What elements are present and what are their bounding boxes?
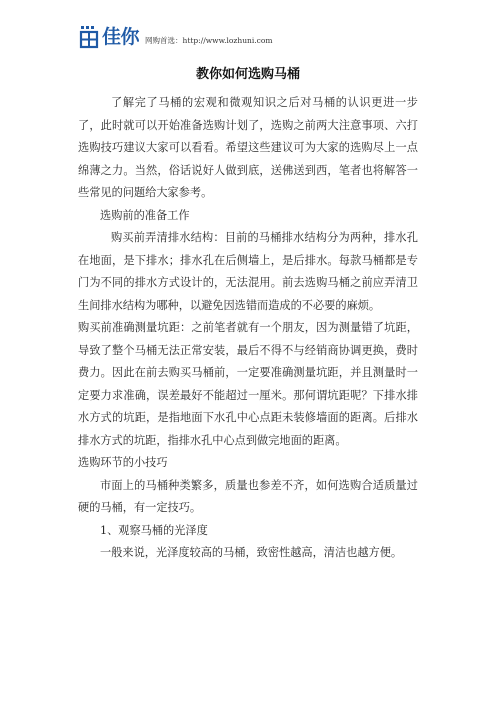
site-url-line: 网购首选：http://www.lozhuni.com [145,36,273,45]
document-body [78,66,418,565]
logo-icon [78,25,100,49]
page-header [78,14,272,54]
intro-paragraph: 了解完了马桶的宏观和微观知识之后对马桶的认识更进一步了，此时就可以开始准备选购计划了，选购之前两大注意事项、六打选购技巧建议大家可以看看。希望这些建议可为大家的选购尽上一点绵薄之力。当然，俗话说好人做到底，送佛送到西，笔者也将解答一些常见的问题给大家参考。 [78,96,418,199]
paragraph-tips-intro: 市面上的马桶种类繁多，质量也参差不齐，如何选购合适质量过硬的马桶，有一定技巧。 [78,478,418,514]
paragraph-drain-structure: 购买前弄清排水结构：目前的马桶排水结构分为两种，排水孔在地面，是下排水；排水孔在后侧墙上，是后排水。每款马桶都是专门为不同的排水方式设计的，无法混用。前去选购马桶之前应弄清卫生间排水结构为哪种，以避免因选错而造成的不必要的麻烦。 [78,231,418,312]
brand-logo [78,20,139,54]
paragraph-pit-distance: 购买前准确测量坑距：之前笔者就有一个朋友，因为测量错了坑距，导致了整个马桶无法正常安装，最后不得不与经销商协调更换，费时费力。因此在前去购买马桶前，一定要准确测量坑距，并且测量时一定要力求准确，误差最好不能超过一厘米。那何谓坑距呢？下排水排水方式的坑距，是指地面下水孔中心点距未装修墙面的距离。后排水排水方式的坑距，指排水孔中心点到做完地面的距离。 [78,321,418,447]
logo-text: 佳你 [102,26,140,48]
section-heading-tips: 选购环节的小技巧 [78,456,168,469]
paragraph-gloss: 一般来说，光泽度较高的马桶，致密性越高，清洁也越方便。 [100,546,403,559]
document-title: 教你如何选购马桶 [195,67,300,82]
section-heading-preparation: 选购前的准备工作 [100,208,190,222]
tip-heading-gloss: 1、观察马桶的光泽度 [100,523,208,537]
